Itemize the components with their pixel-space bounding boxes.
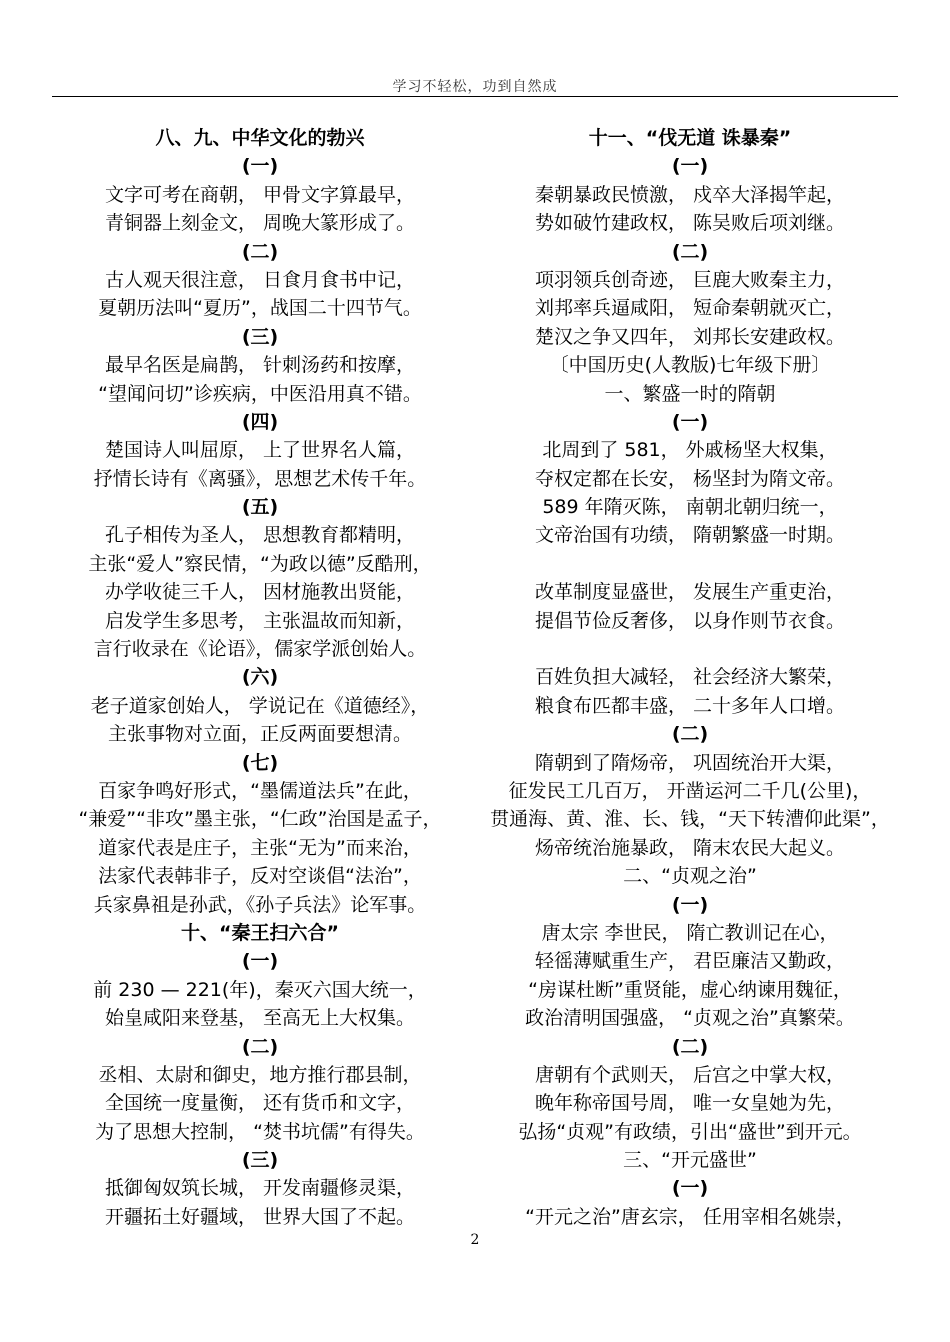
section-heading: 十一、“伐无道 诛暴秦”: [588, 127, 792, 149]
subsection-number: (一): [671, 410, 709, 433]
subsection-number: (六): [241, 666, 279, 689]
verse-line: 二、“贞观之治”: [623, 865, 757, 888]
verse-line: 启发学生多思考， 主张温故而知新，: [104, 609, 416, 632]
verse-line: 贯通海、黄、淮、长、钱，“天下转漕仰此渠”，: [490, 808, 890, 831]
verse-line: 为了思想大控制， “焚书坑儒”有得失。: [95, 1120, 425, 1143]
verse-line: 粮食布匹都丰盛， 二十多年人口增。: [534, 694, 846, 717]
subsection-number: (一): [671, 1177, 709, 1200]
verse-line: 百家争鸣好形式，“墨儒道法兵”在此，: [98, 779, 422, 802]
verse-line: 主张“爱人”察民情，“为政以德”反酷刑，: [88, 552, 432, 575]
left-column: [40, 124, 480, 1231]
subsection-number: (一): [671, 155, 709, 178]
verse-line: 项羽领兵创奇迹， 巨鹿大败秦主力，: [534, 268, 846, 291]
verse-line: 改革制度显盛世， 发展生产重吏治，: [534, 581, 846, 604]
verse-line: 孔子相传为圣人， 思想教育都精明，: [104, 524, 416, 547]
verse-line: 古人观天很注意， 日食月食书中记，: [104, 268, 416, 291]
verse-line: 丞相、太尉和御史，地方推行郡县制，: [98, 1063, 422, 1086]
verse-line: 提倡节俭反奢侈， 以身作则节衣食。: [534, 609, 846, 632]
page-header: 学习不轻松，功到自然成: [392, 79, 558, 95]
verse-line: 兵家鼻祖是孙武，《孙子兵法》论军事。: [93, 893, 427, 916]
verse-line: 言行收录在《论语》，儒家学派创始人。: [93, 638, 427, 661]
subsection-number: (二): [671, 240, 709, 263]
page-number: 2: [470, 1232, 480, 1248]
subsection-number: (一): [671, 893, 709, 916]
verse-line: 炀帝统治施暴政， 隋末农民大起义。: [534, 836, 846, 859]
verse-line: 法家代表韩非子，反对空谈倡“法治”，: [98, 865, 422, 888]
verse-line: “房谋杜断”重贤能，虚心纳谏用魏征，: [528, 978, 852, 1001]
subsection-number: (三): [241, 325, 279, 348]
verse-line: 轻徭薄赋重生产， 君臣廉洁又勤政，: [534, 950, 846, 973]
verse-line: 道家代表是庄子，主张“无为”而来治，: [98, 836, 422, 859]
verse-line: 隋朝到了隋炀帝， 巩固统治开大渠，: [534, 751, 846, 774]
verse-line: 一、繁盛一时的隋朝: [604, 382, 776, 405]
subsection-number: (二): [671, 1035, 709, 1058]
subsection-number: (七): [241, 751, 279, 774]
verse-line: 楚汉之争又四年， 刘邦长安建政权。: [534, 325, 846, 348]
verse-line: 办学收徒三千人， 因材施教出贤能，: [104, 581, 416, 604]
verse-line: 夏朝历法叫“夏历”，战国二十四节气。: [98, 297, 422, 320]
verse-line: 刘邦率兵逼咸阳， 短命秦朝就灭亡，: [534, 297, 846, 320]
verse-line: 抒情长诗有《离骚》，思想艺术传千年。: [93, 467, 427, 490]
verse-line: 北周到了 581， 外戚杨坚大权集，: [542, 439, 838, 462]
verse-line: 秦朝暴政民愤激， 戍卒大泽揭竿起，: [534, 183, 846, 206]
verse-line: 唐朝有个武则天， 后宫之中掌大权，: [534, 1063, 846, 1086]
verse-line: 三、“开元盛世”: [623, 1149, 757, 1172]
verse-line: 主张事物对立面，正反两面要想清。: [107, 723, 412, 746]
verse-line: 青铜器上刻金文， 周晚大篆形成了。: [104, 212, 416, 235]
right-column: [470, 124, 910, 1231]
verse-line: “开元之治”唐玄宗， 任用宰相名姚崇，: [525, 1205, 855, 1228]
verse-line: “望闻问切”诊疾病，中医沿用真不错。: [98, 382, 422, 405]
subsection-number: (二): [241, 240, 279, 263]
verse-line: 前 230 — 221(年)，秦灭六国大统一，: [93, 978, 427, 1001]
verse-line: 589 年隋灭陈， 南朝北朝归统一，: [542, 496, 838, 519]
verse-line: 老子道家创始人， 学说记在《道德经》，: [90, 694, 430, 717]
subsection-number: (四): [241, 410, 279, 433]
section-heading: 八、九、中华文化的勃兴: [155, 127, 365, 149]
verse-line: 势如破竹建政权， 陈吴败后项刘继。: [534, 212, 846, 235]
section-heading: 十、“秦王扫六合”: [181, 921, 339, 944]
verse-line: 开疆拓土好疆域， 世界大国了不起。: [104, 1205, 416, 1228]
verse-line: 文字可考在商朝， 甲骨文字算最早，: [104, 183, 416, 206]
header-divider: [52, 96, 898, 97]
verse-line: 全国统一度量衡， 还有货币和文字，: [104, 1092, 416, 1115]
verse-line: 文帝治国有功绩， 隋朝繁盛一时期。: [534, 524, 846, 547]
verse-line: 政治清明国强盛， “贞观之治”真繁荣。: [525, 1007, 855, 1030]
subsection-number: (二): [671, 723, 709, 746]
verse-line: 弘扬“贞观”有政绩，引出“盛世”到开元。: [518, 1120, 862, 1143]
verse-line: 〔中国历史(人教版)七年级下册〕: [549, 354, 831, 377]
verse-line: 百姓负担大减轻， 社会经济大繁荣，: [534, 666, 846, 689]
verse-line: 晚年称帝国号周， 唯一女皇她为先，: [534, 1092, 846, 1115]
verse-line: 楚国诗人叫屈原， 上了世界名人篇，: [104, 439, 416, 462]
verse-line: 最早名医是扁鹊， 针刺汤药和按摩，: [104, 354, 416, 377]
verse-line: 抵御匈奴筑长城， 开发南疆修灵渠，: [104, 1177, 416, 1200]
subsection-number: (一): [241, 155, 279, 178]
blank-line: [470, 550, 910, 578]
verse-line: 夺权定都在长安， 杨坚封为隋文帝。: [534, 467, 846, 490]
verse-line: 征发民工几百万， 开凿运河二千几(公里)，: [508, 779, 872, 802]
verse-line: 唐太宗 李世民， 隋亡教训记在心，: [541, 921, 839, 944]
blank-line: [470, 635, 910, 663]
subsection-number: (一): [241, 950, 279, 973]
subsection-number: (五): [241, 496, 279, 519]
verse-line: “兼爱”“非攻”墨主张，“仁政”治国是孟子，: [78, 808, 442, 831]
verse-line: 始皇咸阳来登基， 至高无上大权集。: [104, 1007, 416, 1030]
subsection-number: (三): [241, 1149, 279, 1172]
subsection-number: (二): [241, 1035, 279, 1058]
